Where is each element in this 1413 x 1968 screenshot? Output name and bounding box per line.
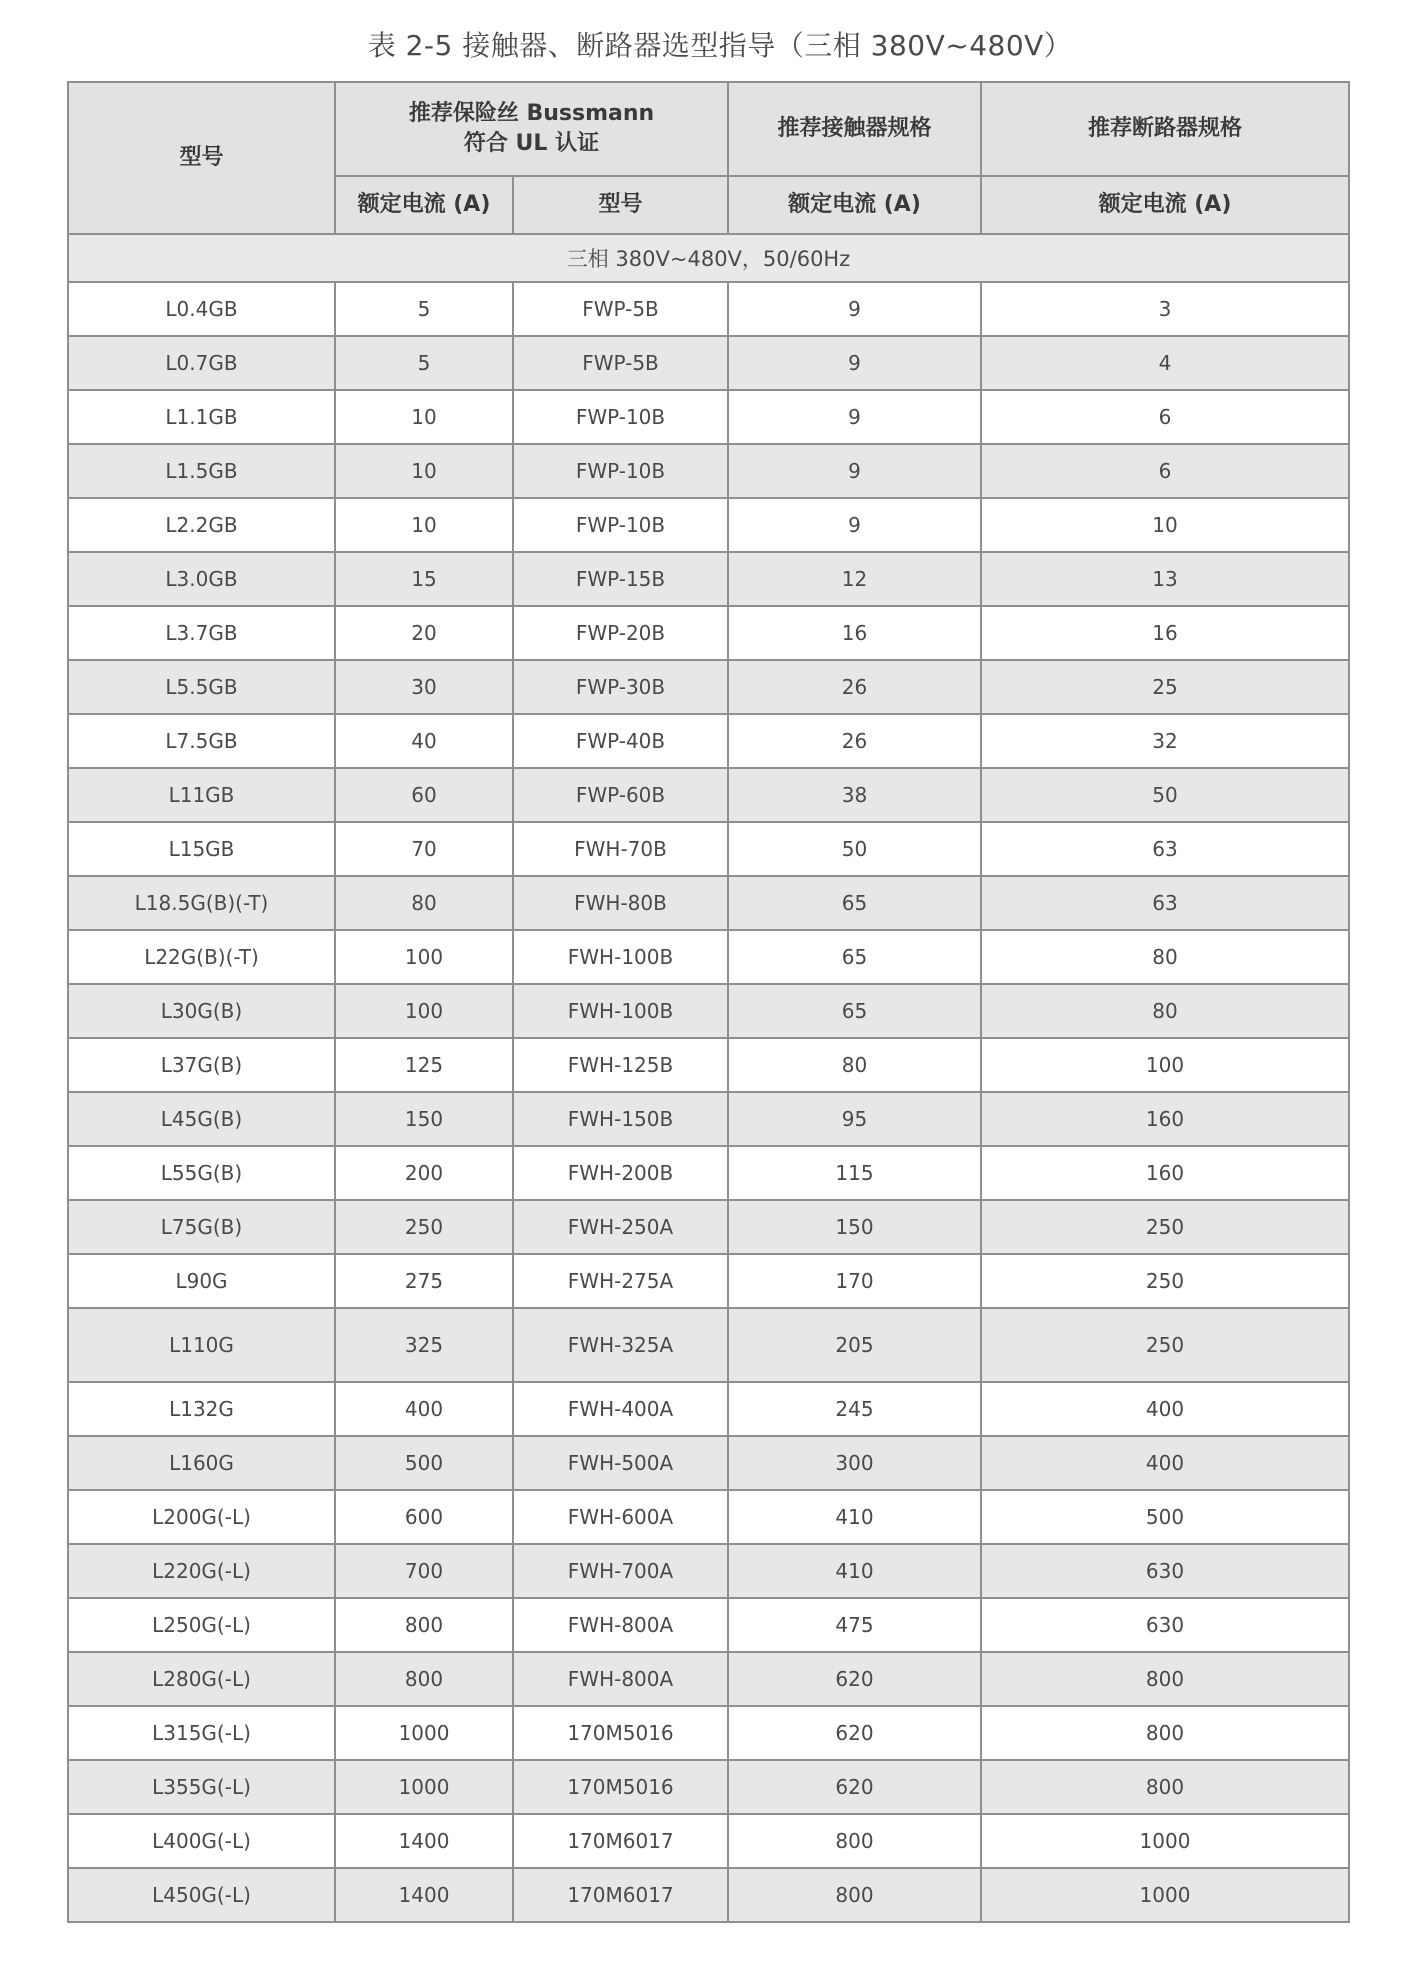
cell-contactor-current: 95	[728, 1092, 981, 1146]
table-row	[68, 606, 1349, 660]
cell-fuse-model: FWH-150B	[513, 1092, 728, 1146]
cell-breaker-current: 25	[981, 660, 1349, 714]
cell-contactor-current: 475	[728, 1598, 981, 1652]
table-row	[68, 714, 1349, 768]
cell-model: L55G(B)	[68, 1146, 335, 1200]
cell-model: L355G(-L)	[68, 1760, 335, 1814]
cell-contactor-current: 620	[728, 1760, 981, 1814]
cell-breaker-current: 160	[981, 1092, 1349, 1146]
table-row	[68, 282, 1349, 336]
table-header	[68, 82, 1349, 234]
cell-fuse-model: FWH-275A	[513, 1254, 728, 1308]
cell-model: L30G(B)	[68, 984, 335, 1038]
cell-contactor-current: 205	[728, 1308, 981, 1382]
table-row	[68, 444, 1349, 498]
cell-contactor-current: 620	[728, 1706, 981, 1760]
cell-fuse-model: FWH-500A	[513, 1436, 728, 1490]
table-row	[68, 1436, 1349, 1490]
cell-fuse-model: FWP-20B	[513, 606, 728, 660]
cell-breaker-current: 800	[981, 1760, 1349, 1814]
cell-contactor-current: 170	[728, 1254, 981, 1308]
cell-fuse-current: 800	[335, 1598, 513, 1652]
cell-contactor-current: 26	[728, 714, 981, 768]
table-row	[68, 876, 1349, 930]
cell-contactor-current: 9	[728, 282, 981, 336]
selection-table	[67, 81, 1350, 1923]
cell-contactor-current: 9	[728, 390, 981, 444]
cell-model: L11GB	[68, 768, 335, 822]
cell-breaker-current: 16	[981, 606, 1349, 660]
cell-fuse-current: 15	[335, 552, 513, 606]
cell-fuse-model: FWH-100B	[513, 984, 728, 1038]
cell-fuse-current: 800	[335, 1652, 513, 1706]
cell-model: L200G(-L)	[68, 1490, 335, 1544]
table-title: 表 2-5 接触器、断路器选型指导（三相 380V~480V）	[367, 29, 1073, 62]
cell-fuse-current: 1400	[335, 1868, 513, 1922]
cell-model: L3.7GB	[68, 606, 335, 660]
cell-fuse-model: FWH-800A	[513, 1652, 728, 1706]
cell-contactor-current: 410	[728, 1490, 981, 1544]
cell-breaker-current: 800	[981, 1652, 1349, 1706]
cell-fuse-current: 1000	[335, 1760, 513, 1814]
cell-fuse-model: FWH-100B	[513, 930, 728, 984]
cell-fuse-model: FWP-60B	[513, 768, 728, 822]
table-row	[68, 390, 1349, 444]
cell-contactor-current: 800	[728, 1868, 981, 1922]
cell-fuse-model: FWH-400A	[513, 1382, 728, 1436]
header-breaker-group: 推荐断路器规格	[981, 82, 1349, 176]
cell-fuse-current: 1000	[335, 1706, 513, 1760]
cell-contactor-current: 800	[728, 1814, 981, 1868]
cell-contactor-current: 150	[728, 1200, 981, 1254]
cell-model: L450G(-L)	[68, 1868, 335, 1922]
cell-fuse-model: FWP-10B	[513, 444, 728, 498]
cell-fuse-model: FWH-700A	[513, 1544, 728, 1598]
cell-breaker-current: 6	[981, 444, 1349, 498]
cell-fuse-current: 30	[335, 660, 513, 714]
cell-fuse-current: 600	[335, 1490, 513, 1544]
cell-fuse-model: FWH-800A	[513, 1598, 728, 1652]
cell-breaker-current: 630	[981, 1598, 1349, 1652]
cell-model: L15GB	[68, 822, 335, 876]
cell-contactor-current: 9	[728, 498, 981, 552]
header-fuse-current: 额定电流 (A)	[335, 176, 513, 234]
table-row	[68, 1038, 1349, 1092]
cell-contactor-current: 9	[728, 444, 981, 498]
cell-model: L22G(B)(-T)	[68, 930, 335, 984]
cell-fuse-model: FWP-10B	[513, 498, 728, 552]
cell-contactor-current: 300	[728, 1436, 981, 1490]
cell-model: L1.5GB	[68, 444, 335, 498]
cell-model: L315G(-L)	[68, 1706, 335, 1760]
cell-breaker-current: 3	[981, 282, 1349, 336]
cell-model: L132G	[68, 1382, 335, 1436]
cell-model: L7.5GB	[68, 714, 335, 768]
cell-breaker-current: 100	[981, 1038, 1349, 1092]
cell-fuse-model: FWH-80B	[513, 876, 728, 930]
cell-contactor-current: 50	[728, 822, 981, 876]
table-row	[68, 1092, 1349, 1146]
cell-fuse-current: 10	[335, 390, 513, 444]
table-row	[68, 1254, 1349, 1308]
cell-breaker-current: 63	[981, 876, 1349, 930]
header-model: 型号	[68, 82, 335, 234]
table-body	[68, 282, 1349, 1922]
cell-breaker-current: 80	[981, 984, 1349, 1038]
cell-contactor-current: 115	[728, 1146, 981, 1200]
cell-breaker-current: 10	[981, 498, 1349, 552]
header-contactor-group: 推荐接触器规格	[728, 82, 981, 176]
cell-breaker-current: 80	[981, 930, 1349, 984]
cell-fuse-current: 10	[335, 444, 513, 498]
cell-breaker-current: 500	[981, 1490, 1349, 1544]
cell-contactor-current: 245	[728, 1382, 981, 1436]
cell-fuse-model: FWH-600A	[513, 1490, 728, 1544]
cell-breaker-current: 400	[981, 1382, 1349, 1436]
cell-model: L400G(-L)	[68, 1814, 335, 1868]
cell-model: L45G(B)	[68, 1092, 335, 1146]
section-label: 三相 380V~480V，50/60Hz	[68, 234, 1349, 282]
table-row	[68, 1490, 1349, 1544]
cell-fuse-current: 5	[335, 282, 513, 336]
cell-fuse-current: 150	[335, 1092, 513, 1146]
cell-fuse-current: 500	[335, 1436, 513, 1490]
cell-breaker-current: 250	[981, 1308, 1349, 1382]
table-row	[68, 660, 1349, 714]
cell-breaker-current: 13	[981, 552, 1349, 606]
cell-breaker-current: 160	[981, 1146, 1349, 1200]
table-row	[68, 336, 1349, 390]
table-row	[68, 1760, 1349, 1814]
cell-model: L250G(-L)	[68, 1598, 335, 1652]
cell-fuse-current: 10	[335, 498, 513, 552]
cell-breaker-current: 250	[981, 1200, 1349, 1254]
cell-fuse-current: 200	[335, 1146, 513, 1200]
cell-model: L75G(B)	[68, 1200, 335, 1254]
cell-fuse-model: 170M5016	[513, 1706, 728, 1760]
cell-fuse-current: 60	[335, 768, 513, 822]
cell-fuse-current: 125	[335, 1038, 513, 1092]
cell-contactor-current: 620	[728, 1652, 981, 1706]
table-row	[68, 1544, 1349, 1598]
cell-model: L280G(-L)	[68, 1652, 335, 1706]
section-row	[68, 234, 1349, 282]
cell-contactor-current: 16	[728, 606, 981, 660]
table-row	[68, 1598, 1349, 1652]
cell-fuse-model: FWH-125B	[513, 1038, 728, 1092]
table-row	[68, 1706, 1349, 1760]
cell-fuse-current: 100	[335, 984, 513, 1038]
cell-fuse-current: 700	[335, 1544, 513, 1598]
table-row	[68, 930, 1349, 984]
cell-breaker-current: 50	[981, 768, 1349, 822]
cell-breaker-current: 400	[981, 1436, 1349, 1490]
cell-model: L160G	[68, 1436, 335, 1490]
table-row	[68, 1652, 1349, 1706]
header-contactor-current: 额定电流 (A)	[728, 176, 981, 234]
cell-model: L0.4GB	[68, 282, 335, 336]
cell-breaker-current: 1000	[981, 1868, 1349, 1922]
cell-fuse-model: FWH-250A	[513, 1200, 728, 1254]
table-row	[68, 1146, 1349, 1200]
cell-fuse-model: FWP-15B	[513, 552, 728, 606]
header-fuse-model: 型号	[513, 176, 728, 234]
cell-breaker-current: 800	[981, 1706, 1349, 1760]
cell-model: L5.5GB	[68, 660, 335, 714]
cell-model: L37G(B)	[68, 1038, 335, 1092]
table-row	[68, 1868, 1349, 1922]
header-fuse-group: 推荐保险丝 Bussmann 符合 UL 认证	[335, 82, 728, 176]
cell-fuse-model: FWP-5B	[513, 282, 728, 336]
header-breaker-current: 额定电流 (A)	[981, 176, 1349, 234]
cell-fuse-current: 250	[335, 1200, 513, 1254]
cell-contactor-current: 26	[728, 660, 981, 714]
cell-contactor-current: 80	[728, 1038, 981, 1092]
cell-fuse-current: 40	[335, 714, 513, 768]
cell-model: L3.0GB	[68, 552, 335, 606]
cell-model: L0.7GB	[68, 336, 335, 390]
cell-fuse-model: FWP-40B	[513, 714, 728, 768]
cell-contactor-current: 65	[728, 876, 981, 930]
cell-breaker-current: 32	[981, 714, 1349, 768]
cell-fuse-model: 170M6017	[513, 1814, 728, 1868]
cell-model: L18.5G(B)(-T)	[68, 876, 335, 930]
table-row	[68, 1200, 1349, 1254]
table-row	[68, 498, 1349, 552]
cell-model: L2.2GB	[68, 498, 335, 552]
cell-breaker-current: 630	[981, 1544, 1349, 1598]
cell-fuse-current: 5	[335, 336, 513, 390]
cell-contactor-current: 38	[728, 768, 981, 822]
cell-fuse-current: 100	[335, 930, 513, 984]
table-row	[68, 1308, 1349, 1382]
cell-breaker-current: 63	[981, 822, 1349, 876]
cell-fuse-current: 1400	[335, 1814, 513, 1868]
cell-model: L220G(-L)	[68, 1544, 335, 1598]
cell-fuse-current: 325	[335, 1308, 513, 1382]
cell-contactor-current: 410	[728, 1544, 981, 1598]
cell-contactor-current: 65	[728, 930, 981, 984]
cell-fuse-current: 275	[335, 1254, 513, 1308]
cell-fuse-model: 170M5016	[513, 1760, 728, 1814]
table-row	[68, 822, 1349, 876]
cell-fuse-current: 70	[335, 822, 513, 876]
cell-fuse-current: 400	[335, 1382, 513, 1436]
cell-fuse-model: 170M6017	[513, 1868, 728, 1922]
cell-model: L110G	[68, 1308, 335, 1382]
cell-fuse-model: FWH-70B	[513, 822, 728, 876]
cell-fuse-model: FWP-10B	[513, 390, 728, 444]
cell-fuse-model: FWH-200B	[513, 1146, 728, 1200]
cell-breaker-current: 6	[981, 390, 1349, 444]
cell-breaker-current: 250	[981, 1254, 1349, 1308]
cell-contactor-current: 65	[728, 984, 981, 1038]
table-row	[68, 984, 1349, 1038]
cell-contactor-current: 9	[728, 336, 981, 390]
cell-fuse-current: 80	[335, 876, 513, 930]
cell-contactor-current: 12	[728, 552, 981, 606]
cell-fuse-model: FWP-5B	[513, 336, 728, 390]
cell-breaker-current: 1000	[981, 1814, 1349, 1868]
table-row	[68, 768, 1349, 822]
cell-breaker-current: 4	[981, 336, 1349, 390]
cell-model: L1.1GB	[68, 390, 335, 444]
cell-fuse-model: FWP-30B	[513, 660, 728, 714]
cell-model: L90G	[68, 1254, 335, 1308]
table-row	[68, 1814, 1349, 1868]
table-row	[68, 552, 1349, 606]
table-row	[68, 1382, 1349, 1436]
cell-fuse-current: 20	[335, 606, 513, 660]
cell-fuse-model: FWH-325A	[513, 1308, 728, 1382]
